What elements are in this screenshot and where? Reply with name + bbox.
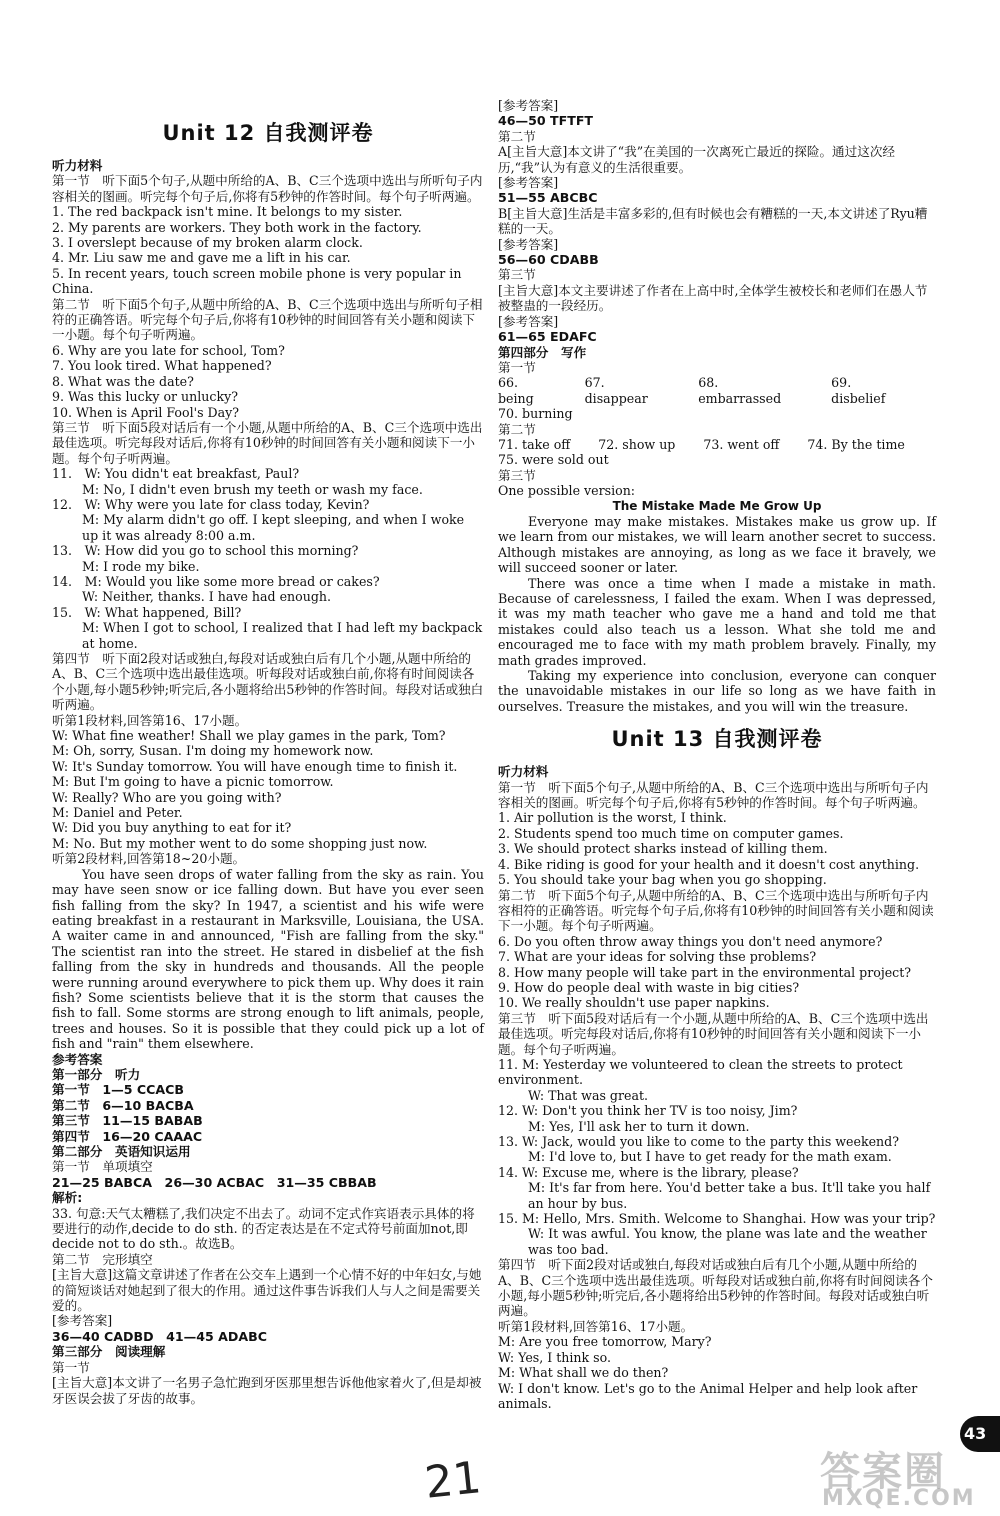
text-line: 10. We really shouldn't use paper napkins. [498,995,770,1011]
text-line: W: Really? Who are you going with? [52,789,282,805]
text-line: [参考答案] [498,313,559,329]
text-line: 第三部分 阅读理解 [52,1344,166,1360]
text-line: M: No. But my mother went to do some shopping just now. [52,835,428,851]
text-line: 第一部分 听力 [52,1066,141,1082]
text-line: M: When I got to school, I realized that I had left my backpack at home. [82,620,483,651]
text-line: [主旨大意]本文讲了一名男子急忙跑到牙医那里想告诉他他家着火了,但是却被牙医误会拔了牙齿的故事。 [52,1375,482,1406]
answer-66: 66. being [498,375,534,406]
watermark-logo: 答案圈 [820,1449,946,1495]
text-line: 56—60 CDABB [498,252,599,268]
text-line: 6. Why are you late for school, Tom? [52,342,285,358]
writing2-row-1 [498,437,936,452]
text-line: You have seen drops of water falling from the sky as rain. You may have seen snow or ice falling down. But have you ever seen fish falling from the sky? In 1947, a scientist and his wife were eating breakfast in a restaurant in Marksville, Louisiana, the USA. A waiter came in and announced, "Fish are falling from the sky." The scientist ran into the street. He stared in disbelief at the fish falling from the sky in hundreds and thousands. All the people were running around everywhere to pick them up. Why does it rain fish? Some scientists believe that it is the storm that causes the fish to fall. Some storms are strong enough to lift animals, people, trees and houses. So it is possible that they could pick up a lot of fish and "rain" them elsewhere. [52,866,484,1052]
text-line: W: Did you buy anything to eat for it? [52,820,292,836]
text-line: 第一节 [498,359,536,375]
text-line: 33. 句意:天气太糟糕了,我们决定不出去了。动词不定式作宾语表示具体的将要进行的动作,decide to do sth. 的否定表达是在不定式符号前面加not,即decide not to do sth.。故选B。 [52,1205,475,1252]
text-line: 第三节 [498,267,536,283]
text-line: M: I rode my bike. [82,558,200,574]
text-line: 13. W: Jack, would you like to come to the party this weekend? [498,1134,899,1149]
essay-paragraph: Everyone may make mistakes. Mistakes make us grow up. If we learn from our mistakes, we will learn another secret to success. Although mistakes are annoying, as long as we face it bravely, we will succeed sooner or later. [498,513,936,576]
text-line: 听力材料 [52,158,103,173]
text-line: W: It's Sunday tomorrow. You will have enough time to finish it. [52,758,458,774]
text-line: 听第1段材料,回答第16、17小题。 [498,1318,694,1334]
text-line: 解析: [52,1190,83,1206]
text-line: M: Daniel and Peter. [52,805,183,821]
answer-73: 73. went off [703,436,780,452]
essay-title: The Mistake Made Me Grow Up [612,498,822,513]
answer-70: 70. burning [498,406,573,422]
text-line: 第一节 听下面5个句子,从题中所给的A、B、C三个选项中选出与所听句子内容相关的图画。听完每个句子后,你将有5秒钟的作答时间。每个句子听两遍。 [52,173,483,204]
writing1-row-1 [498,375,936,406]
text-line: 10. When is April Fool's Day? [52,404,240,420]
text-line: 参考答案 [52,1051,103,1067]
text-line: 15. W: What happened, Bill? [52,604,242,620]
text-line: B[主旨大意]生活是丰富多彩的,但有时候也会有糟糕的一天,本文讲述了Ryu糟糕的一天。 [498,205,928,237]
text-line: W: I don't know. Let's go to the Animal Helper and help look after animals. [498,1380,918,1411]
answer-75: 75. were sold out [498,452,609,468]
text-line: 4. Bike riding is good for your health and it doesn't cost anything. [498,856,920,872]
text-line: 61—65 EDAFC [498,329,597,345]
text-line: 4. Mr. Liu saw me and gave me a lift in his car. [52,250,351,266]
page-number: 43 [960,1416,1000,1452]
text-line: 第二节 6—10 BACBA [52,1097,194,1113]
text-line: 11. W: You didn't eat breakfast, Paul? [52,466,300,482]
text-line: [主旨大意]本文主要讲述了作者在上高中时,全体学生被校长和老师们在愚人节被整蛊的一段经历。 [498,282,928,314]
text-line: 15. M: Hello, Mrs. Smith. Welcome to Shanghai. How was your trip? [498,1211,936,1227]
text-line: 第四节 听下面2段对话或独白,每段对话或独白后有几个小题,从题中所给的A、B、C三个选项中选出最佳选项。听每段对话或独白前,你将有时间阅读各个小题,每小题5秒钟;听完后,各小题将给出5秒钟的作答时间。每段对话或独白听两遍。 [498,1257,933,1319]
text-line: 8. How many people will take part in the environmental project? [498,964,912,980]
writing1-row-2 [498,406,936,421]
text-line: 3. We should protect sharks instead of killing them. [498,841,828,857]
text-line: 第四节 听下面2段对话或独白,每段对话或独白后有几个小题,从题中所给的A、B、C三个选项中选出最佳选项。听每段对话或独白前,你将有时间阅读各个小题,每小题5秒钟;听完后,各小题将给出5秒钟的作答时间。每段对话或独白听两遍。 [52,651,484,713]
text-line: 第一节 [52,1359,90,1375]
text-line: W: That was great. [528,1087,649,1103]
text-line: 听第2段材料,回答第18~20小题。 [52,851,246,867]
text-line: 第二节 听下面5个句子,从题中所给的A、B、C三个选项中选出与所听句子内容相符的正确答语。听完每个句子后,你将有10秒钟的时间回答有关小题和阅读下一小题。每个句子听两遍。 [498,887,934,934]
left-lines [52,158,484,1406]
text-line: 6. Do you often throw away things you don't need anymore? [498,933,883,949]
text-line: 1. The red backpack isn't mine. It belongs to my sister. [52,204,403,220]
text-line: 11. M: Yesterday we volunteered to clean the streets to protect environment. [498,1056,903,1088]
section-3-label: 第三节 [498,467,536,483]
version-label: One possible version: [498,483,636,499]
answer-74: 74. By the time [807,436,905,452]
section-2-label: 第二节 [498,421,536,437]
watermark-url: MXQE.COM [822,1486,976,1511]
text-line: M: Are you free tomorrow, Mary? [498,1334,712,1350]
essay-paragraph: There was once a time when I made a mistake in math. Because of carelessness, I failed the exam. When I was depressed, it was my math teacher who gave me a hand and told me that mistakes could also teach us a lesson. What she told me and encouraged me to face with my math problem bravely. Finally, my math grades improved. [498,575,936,668]
writing2-row-2 [498,452,936,467]
text-line: M: I'd love to, but I have to get ready for the math exam. [528,1149,892,1165]
text-line: [主旨大意]这篇文章讲述了作者在公交车上遇到一个心情不好的中年妇女,与她的简短谈话对她起到了很大的作用。通过这件事告诉我们人与人之间是需要关爱的。 [52,1267,482,1314]
right-column [498,98,936,1411]
text-line: [参考答案] [498,98,559,113]
text-line: 36—40 CADBD 41—45 ADABC [52,1328,267,1344]
text-line: M: My alarm didn't go off. I kept sleeping, and when I woke up it was already 8:00 a.m. [82,512,465,543]
text-line: M: But I'm going to have a picnic tomorrow. [52,774,334,790]
text-line: 第三节 11—15 BABAB [52,1113,203,1129]
text-line: 第三节 听下面5段对话后有一个小题,从题中所给的A、B、C三个选项中选出最佳选项。听完每段对话后,你将有10秒钟的时间回答有关小题和阅读下一小题。每个句子听两遍。 [498,1010,929,1057]
essay-paragraph: Taking my experience into conclusion, everyone can conquer the unavoidable mistakes in our life so long as we have faith in ourselves. Treasure the mistakes, and you will win the treasure. [498,668,936,714]
text-line: W: Neither, thanks. I have had enough. [82,589,332,605]
unit-12-title: Unit 12 自我测评卷 [162,121,374,145]
answer-71: 71. take off [498,436,571,452]
left-column [52,108,484,1406]
text-line: 5. You should take your bag when you go shopping. [498,872,827,888]
text-line: M: It's far from here. You'd better take a bus. It'll take you half an hour by bus. [528,1180,931,1211]
text-line: 9. Was this lucky or unlucky? [52,389,238,405]
text-line: 第一节 1—5 CCACB [52,1082,184,1098]
answer-67: 67. disappear [584,375,648,406]
text-line: 1. Air pollution is the worst, I think. [498,810,727,826]
text-line: M: Oh, sorry, Susan. I'm doing my homework now. [52,743,374,759]
text-line: 9. How do people deal with waste in big cities? [498,979,800,995]
text-line: 7. You look tired. What happened? [52,358,272,374]
text-line: 14. W: Excuse me, where is the library, please? [498,1164,799,1180]
text-line: 第一节 听下面5个句子,从题中所给的A、B、C三个选项中选出与所听句子内容相关的图画。听完每个句子后,你将有5秒钟的作答时间。每个句子听两遍。 [498,779,929,811]
text-line: 14. M: Would you like some more bread or cakes? [52,573,380,589]
text-line: W: It was awful. You know, the plane was late and the weather was too bad. [528,1226,927,1257]
text-line: A[主旨大意]本文讲了“我”在美国的一次离死亡最近的探险。通过这次经历,“我”认为有意义的生活很重要。 [498,144,896,175]
text-line: 8. What was the date? [52,373,194,389]
text-line: M: No, I didn't even brush my teeth or wash my face. [82,481,423,497]
right-lines-bottom [498,764,936,1411]
text-line: 第三节 听下面5段对话后有一个小题,从题中所给的A、B、C三个选项中选出最佳选项。听完每段对话后,你将有10秒钟的时间回答有关小题和阅读下一小题。每个句子听两遍。 [52,419,483,466]
writing-section-2 [498,437,936,468]
answer-68: 68. embarrassed [698,375,782,406]
answer-72: 72. show up [598,436,676,452]
text-line: 第一节 单项填空 [52,1159,153,1175]
right-answers-top [498,98,936,375]
text-line: 第四部分 写作 [498,344,587,360]
text-line: 听第1段材料,回答第16、17小题。 [52,712,248,728]
answer-69: 69. disbelief [831,375,886,406]
text-line: M: What shall we do then? [498,1365,669,1381]
text-line: 第二节 [498,128,536,144]
text-line: 第二节 完形填空 [52,1251,153,1267]
text-line: 12. W: Don't you think her TV is too noisy, Jim? [498,1103,798,1119]
text-line: 第四节 16—20 CAAAC [52,1128,203,1144]
text-line: 7. What are your ideas for solving thse problems? [498,949,817,965]
handwritten-number: 21 [422,1452,484,1509]
unit-13-title: Unit 13 自我测评卷 [611,727,823,752]
text-line: 12. W: Why were you late for class today, Kevin? [52,496,370,512]
text-line: 13. W: How did you go to school this morning? [52,543,359,559]
text-line: [参考答案] [498,236,559,252]
text-line: 2. My parents are workers. They both work in the factory. [52,219,422,235]
text-line: [参考答案] [498,175,559,191]
text-line: W: Yes, I think so. [498,1349,611,1365]
text-line: 2. Students spend too much time on computer games. [498,825,844,841]
text-line: [参考答案] [52,1313,113,1329]
text-line: 第二部分 英语知识运用 [52,1144,191,1159]
text-line: 听力材料 [498,764,549,780]
text-line: W: What fine weather! Shall we play games in the park, Tom? [52,728,446,744]
text-line: M: Yes, I'll ask her to turn it down. [528,1118,750,1134]
text-line: 3. I overslept because of my broken alarm clock. [52,235,363,251]
text-line: 第二节 听下面5个句子,从题中所给的A、B、C三个选项中选出与所听句子相符的正确答语。听完每个句子后,你将有10秒钟的时间回答有关小题和阅读下一小题。每个句子听两遍。 [52,296,483,343]
text-line: 51—55 ABCBC [498,190,598,206]
writing-section-1 [498,375,936,421]
text-line: 5. In recent years, touch screen mobile phone is very popular in China. [52,265,462,297]
text-line: 21—25 BABCA 26—30 ACBAC 31—35 CBBAB [52,1174,377,1190]
text-line: 46—50 TFTFT [498,113,594,129]
